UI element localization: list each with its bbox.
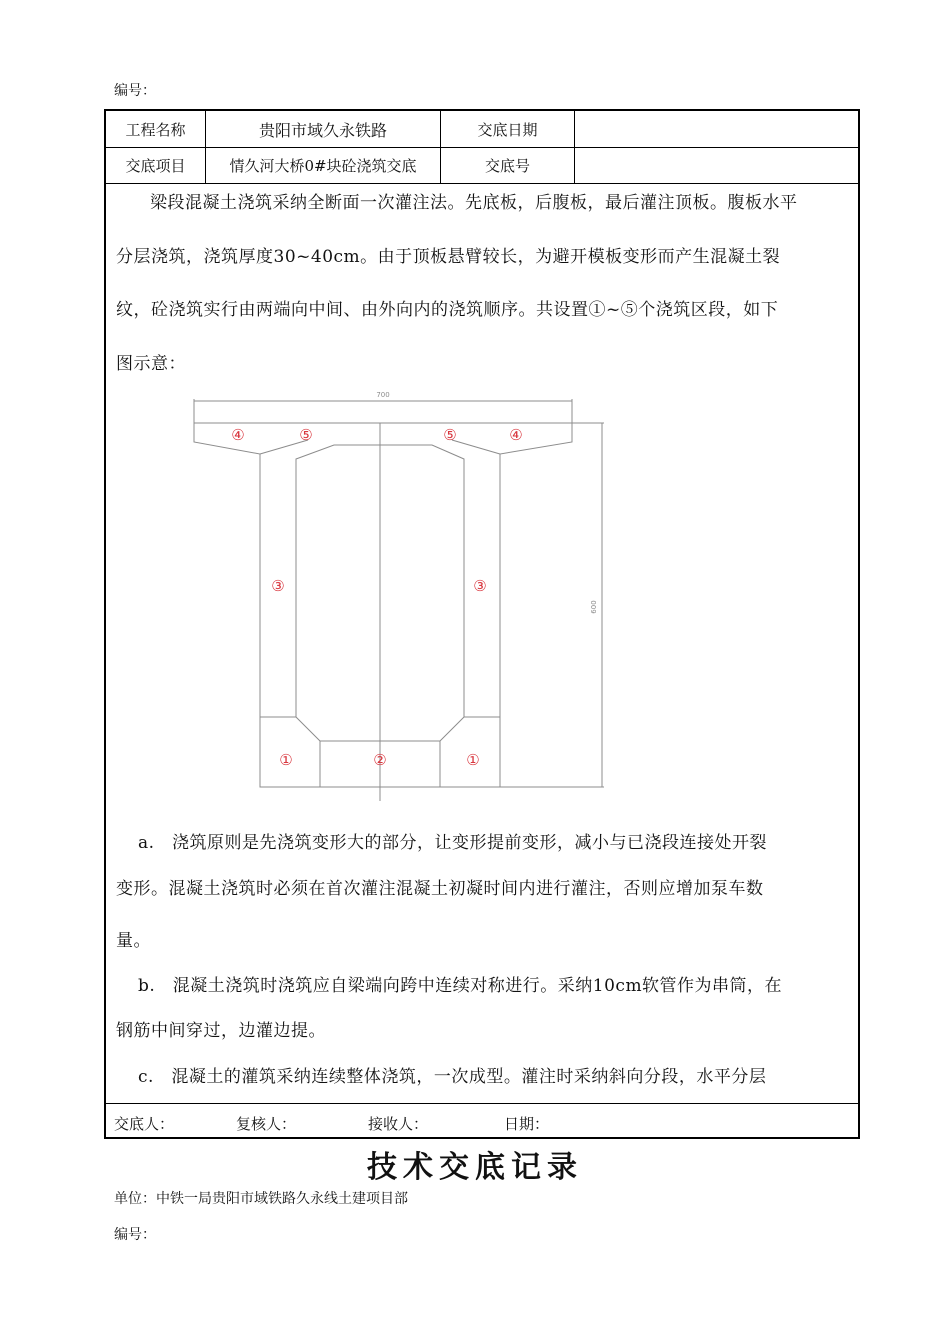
paragraph-line: b. 混凝土浇筑时浇筑应自梁端向跨中连续对称进行。采纳10cm软管作为串筒，在	[138, 976, 783, 996]
paragraph-line: 变形。混凝土浇筑时必须在首次灌注混凝土初凝时间内进行灌注，否则应增加泵车数	[116, 879, 764, 899]
reviewer-label: 复核人：	[236, 1115, 297, 1133]
zone-label: ①	[279, 751, 293, 769]
zone-label: ③	[271, 577, 285, 595]
zone-label: ④	[509, 426, 523, 444]
disclosure-number-value	[575, 148, 858, 183]
project-name-value: 贵阳市域久永铁路	[258, 120, 387, 140]
footer-divider	[106, 1103, 858, 1104]
disclosure-item-label: 交底项目	[125, 157, 186, 175]
project-name-label: 工程名称	[125, 120, 186, 139]
document-title: 技术交底记录	[367, 1150, 583, 1185]
receiver-label: 接收人：	[368, 1115, 429, 1133]
footer-date-label: 日期：	[504, 1115, 550, 1133]
disclosure-date-value	[575, 111, 858, 147]
box-girder-cross-section-diagram	[186, 387, 626, 807]
serial-number-label: 编号：	[114, 83, 156, 99]
disclosure-date-label: 交底日期	[477, 120, 538, 139]
row-divider	[106, 183, 858, 184]
width-dimension-label: 700	[376, 391, 390, 399]
technical-disclosure-table	[104, 109, 860, 1139]
zone-label: ③	[473, 577, 487, 595]
serial-number-label: 编号：	[114, 1227, 156, 1243]
zone-label: ①	[466, 751, 480, 769]
unit-line: 单位：中铁一局贵阳市域铁路久永线土建项目部	[114, 1191, 408, 1207]
zone-label: ⑤	[443, 426, 457, 444]
section-outer-outline	[194, 423, 572, 787]
height-dimension-label: 600	[590, 600, 598, 614]
zone-division-line	[452, 440, 500, 454]
paragraph-line: c. 混凝土的灌筑采纳连续整体浇筑，一次成型。灌注时采纳斜向分段，水平分层	[138, 1067, 767, 1087]
zone-label: ④	[231, 426, 245, 444]
zone-label: ②	[373, 751, 387, 769]
paragraph-line: 钢筋中间穿过，边灌边提。	[116, 1021, 326, 1041]
paragraph-line: 图示意：	[116, 354, 186, 374]
paragraph-line: a. 浇筑原则是先浇筑变形大的部分，让变形提前变形，减小与已浇段连接处开裂	[138, 833, 768, 853]
presenter-label: 交底人：	[114, 1115, 175, 1133]
paragraph-line: 分层浇筑，浇筑厚度30~40cm。由于顶板悬臂较长，为避开模板变形而产生混凝土裂	[116, 247, 781, 267]
disclosure-number-label: 交底号	[484, 157, 530, 175]
paragraph-line: 量。	[116, 931, 151, 951]
paragraph-line: 梁段混凝土浇筑采纳全断面一次灌注法。先底板，后腹板，最后灌注顶板。腹板水平	[150, 193, 798, 213]
disclosure-item-value: 情久河大桥0#块砼浇筑交底	[229, 157, 417, 175]
paragraph-line: 纹，砼浇筑实行由两端向中间、由外向内的浇筑顺序。共设置①~⑤个浇筑区段，如下	[116, 300, 779, 320]
zone-label: ⑤	[299, 426, 313, 444]
